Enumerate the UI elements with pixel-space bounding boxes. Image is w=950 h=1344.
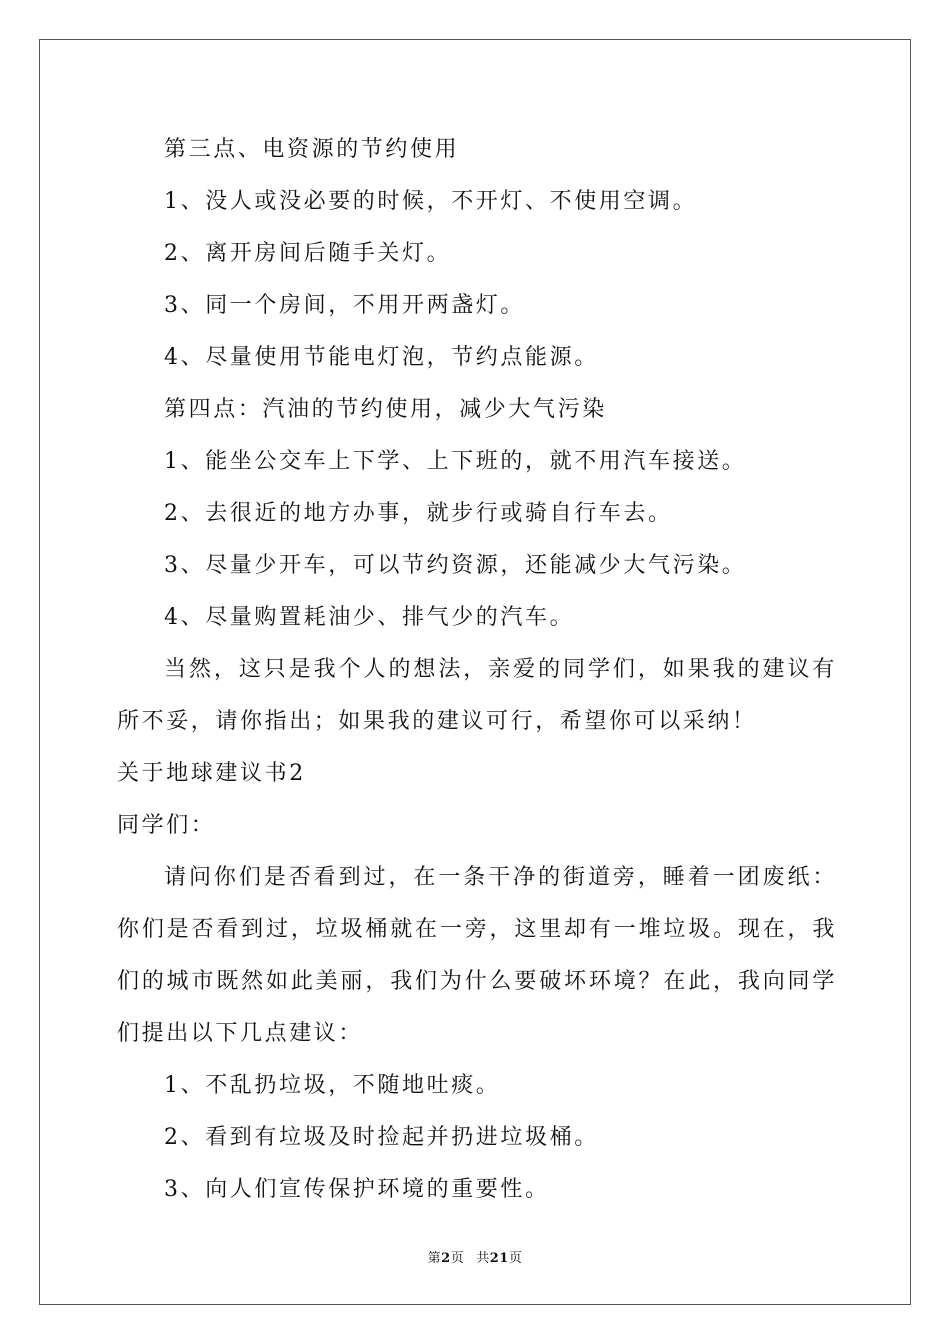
total-pages: 21 <box>489 1251 509 1266</box>
page-suffix: 页 <box>450 1251 465 1266</box>
list-item: 2、离开房间后随手关灯。 <box>164 241 452 266</box>
suggestion-item: 2、看到有垃圾及时捡起并扔进垃圾桶。 <box>164 1125 599 1150</box>
body-paragraph: 请问你们是否看到过，在一条干净的街道旁，睡着一团废纸：你们是否看到过，垃圾桶就在一旁，这里却有一堆垃圾。现在，我们的城市既然如此美丽，我们为什么要破坏环境？在此，我向同学们提出以下几点建议： <box>117 865 837 1046</box>
page-footer <box>0 1247 950 1266</box>
total-suffix: 页 <box>508 1251 523 1266</box>
list-item: 3、同一个房间，不用开两盏灯。 <box>164 293 525 318</box>
list-item: 1、没人或没必要的时候，不开灯、不使用空调。 <box>164 189 698 214</box>
document-body <box>117 124 837 1216</box>
total-prefix: 共 <box>476 1251 490 1266</box>
heading-gasoline: 第四点：汽油的节约使用，减少大气污染 <box>164 397 607 422</box>
list-item: 2、去很近的地方办事，就步行或骑自行车去。 <box>164 501 673 526</box>
suggestion-item: 1、不乱扔垃圾，不随地吐痰。 <box>164 1073 501 1098</box>
closing-paragraph: 当然，这只是我个人的想法，亲爱的同学们，如果我的建议有所不妥，请你指出；如果我的建议可行，希望你可以采纳！ <box>117 657 837 734</box>
page-number: 2 <box>441 1251 451 1266</box>
list-item: 1、能坐公交车上下学、上下班的，就不用汽车接送。 <box>164 449 747 474</box>
salutation: 同学们： <box>117 813 216 838</box>
list-item: 4、尽量使用节能电灯泡，节约点能源。 <box>164 345 599 370</box>
suggestion-item: 3、向人们宣传保护环境的重要性。 <box>164 1177 550 1202</box>
list-item: 3、尽量少开车，可以节约资源，还能减少大气污染。 <box>164 553 747 578</box>
page-prefix: 第 <box>427 1251 442 1266</box>
heading-electricity: 第三点、电资源的节约使用 <box>164 137 460 162</box>
list-item: 4、尽量购置耗油少、排气少的汽车。 <box>164 605 575 630</box>
section-title: 关于地球建议书2 <box>117 761 306 786</box>
